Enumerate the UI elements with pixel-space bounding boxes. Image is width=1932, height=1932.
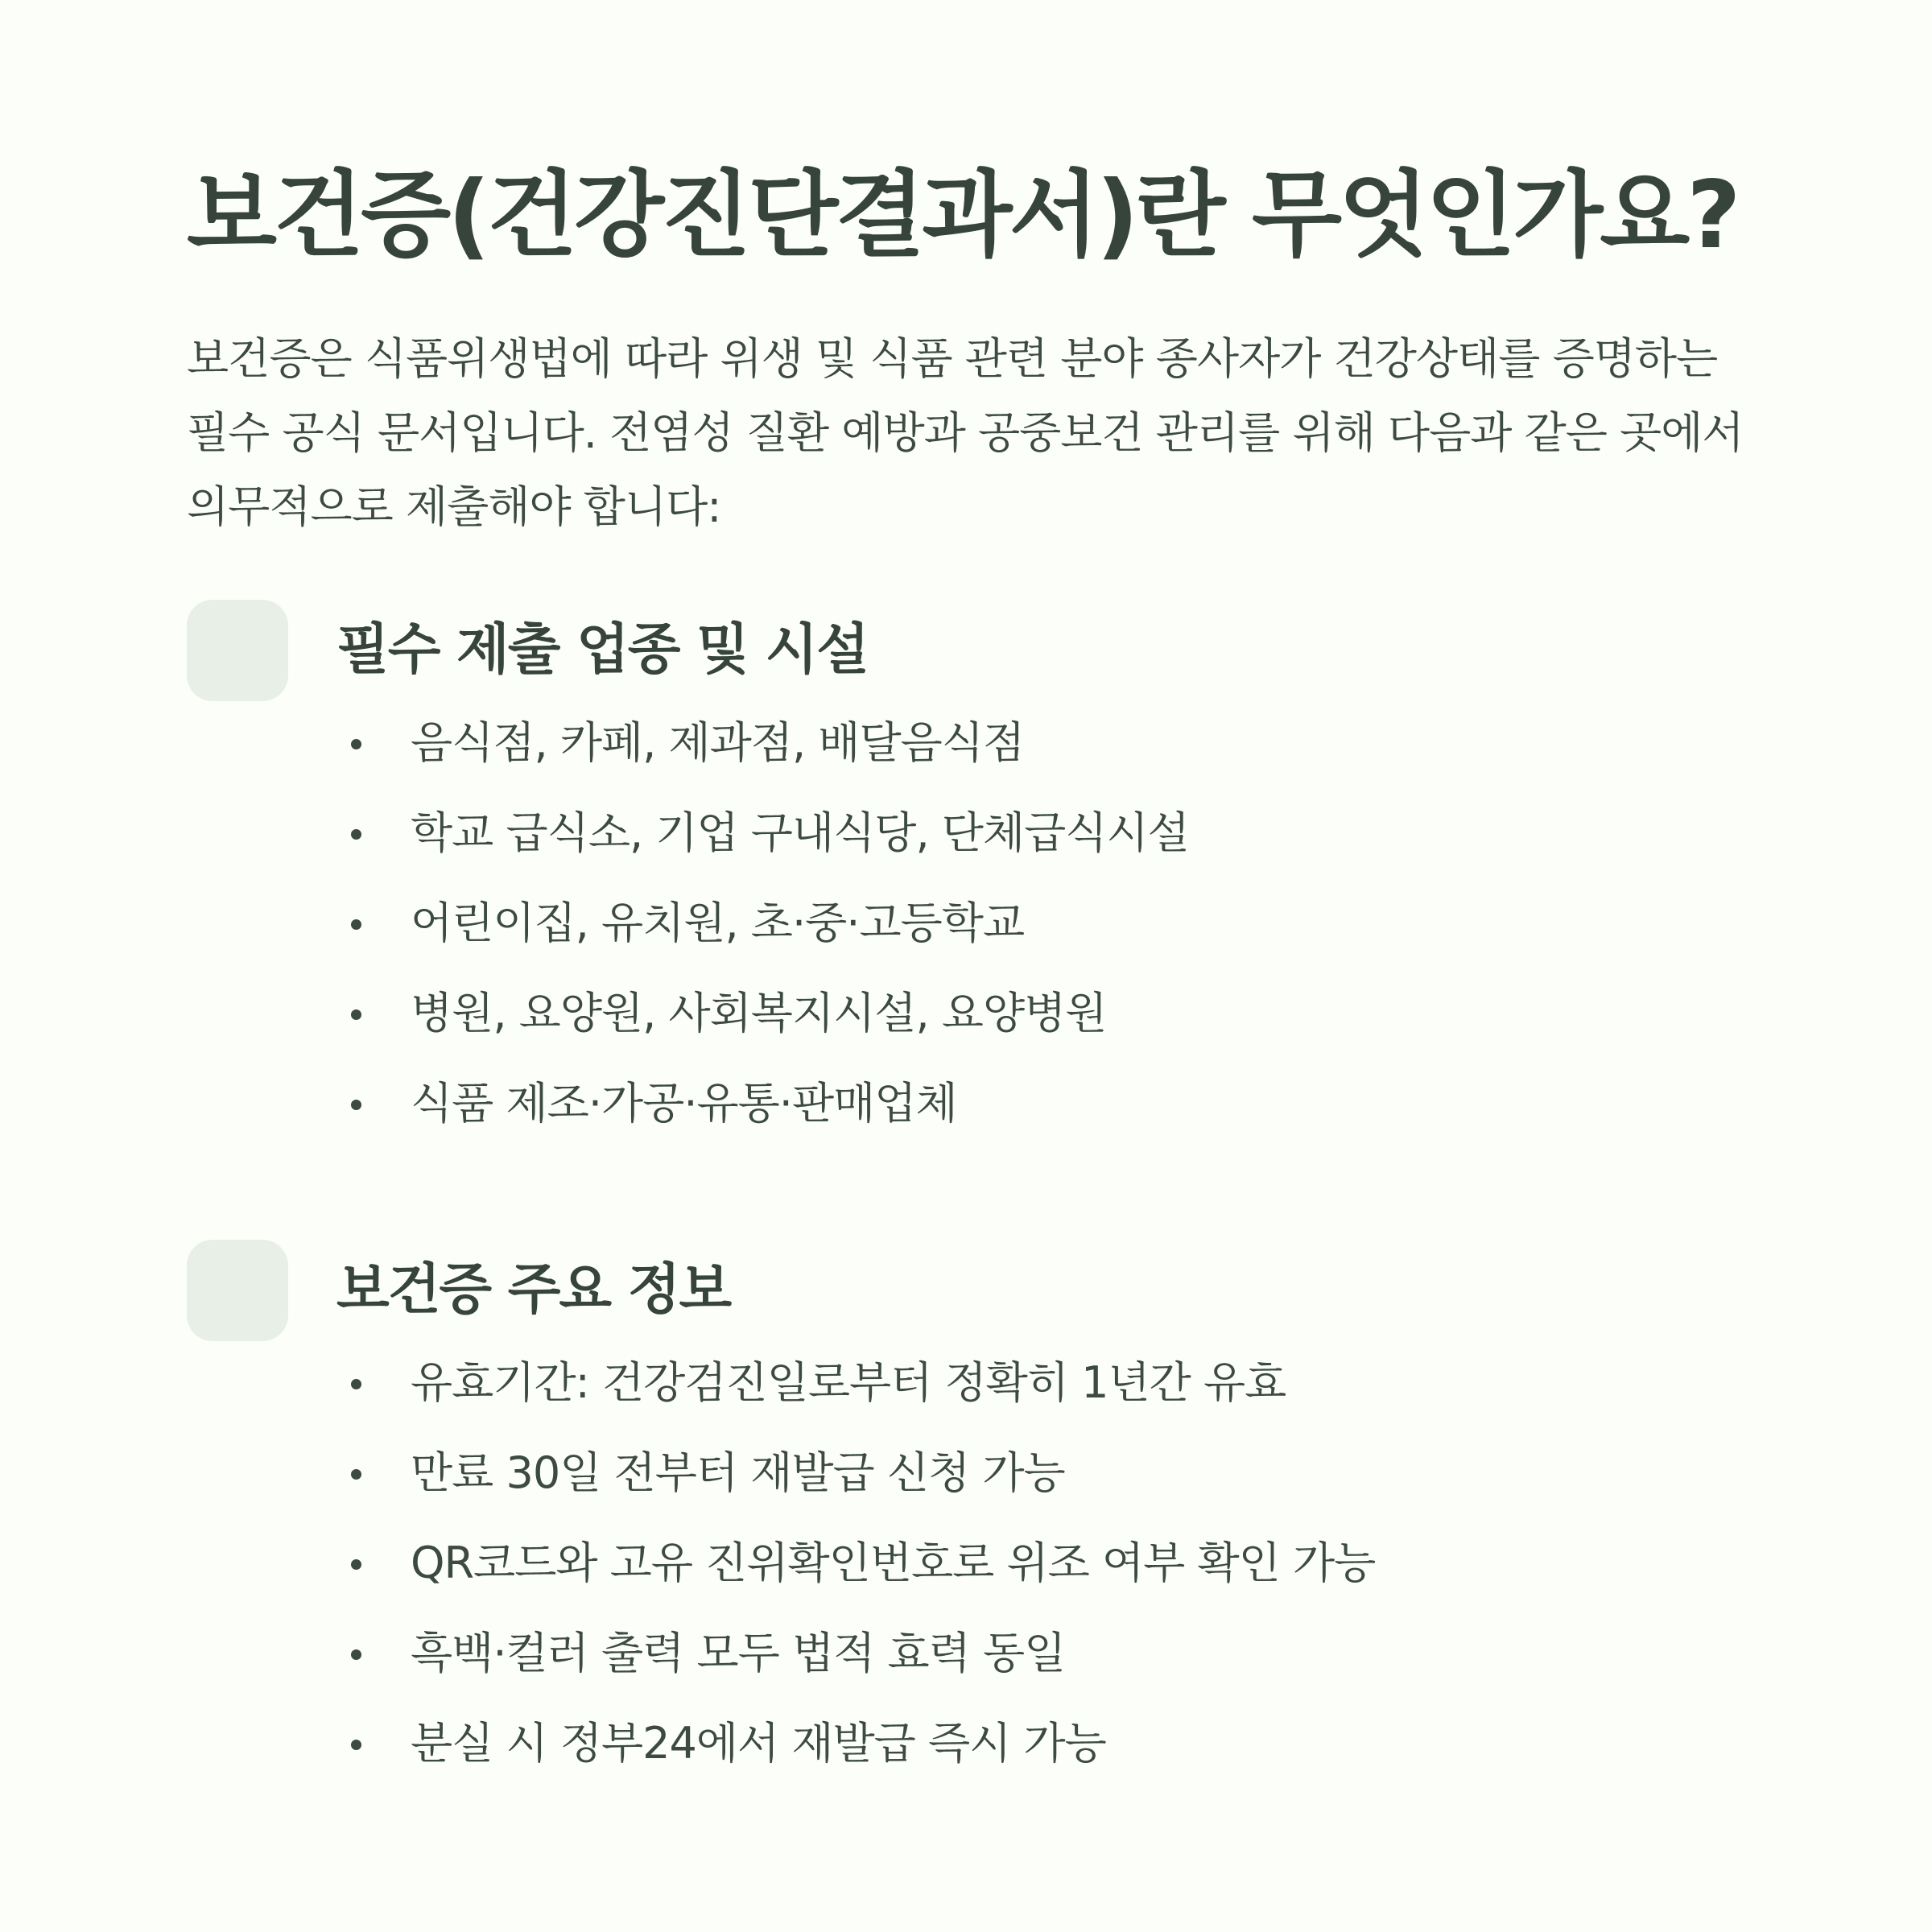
- bullet-icon: [351, 1469, 361, 1480]
- list-item: [336, 1351, 1375, 1441]
- bullet-icon: [351, 919, 361, 930]
- list-item-text: 유효기간: 건강검진일로부터 정확히 1년간 유효: [411, 1357, 1286, 1408]
- list-item-text: 병원, 요양원, 사회복지시설, 요양병원: [411, 988, 1107, 1038]
- list-item-text: 만료 30일 전부터 재발급 신청 가능: [411, 1447, 1065, 1498]
- page-title: 보건증(건강진단결과서)란 무엇인가요?: [187, 161, 1738, 270]
- list-item: [336, 891, 1189, 981]
- list-item-text: 분실 시 정부24에서 재발급 즉시 가능: [411, 1718, 1106, 1769]
- facility-list: [336, 711, 1189, 1162]
- info-list: [336, 1351, 1375, 1802]
- list-item-text: 학교 급식소, 기업 구내식당, 단체급식시설: [411, 807, 1189, 858]
- list-item-text: 흑백·컬러 출력 모두 법적 효력 동일: [411, 1628, 1066, 1678]
- list-item-text: 어린이집, 유치원, 초·중·고등학교: [411, 898, 1025, 948]
- list-item: [336, 1711, 1375, 1802]
- section-title: 필수 제출 업종 및 시설: [336, 618, 868, 682]
- section-icon-tile: [187, 1240, 288, 1341]
- page: [187, 0, 1771, 1932]
- list-item: [336, 1441, 1375, 1531]
- section-icon-tile: [187, 600, 288, 701]
- list-item: [336, 1531, 1375, 1621]
- bullet-icon: [351, 1649, 361, 1660]
- list-item-text: 식품 제조·가공·유통·판매업체: [411, 1078, 957, 1129]
- bullet-icon: [351, 1009, 361, 1020]
- bullet-icon: [351, 1379, 361, 1389]
- bullet-icon: [351, 1559, 361, 1570]
- bullet-icon: [351, 1100, 361, 1110]
- section-title: 보건증 주요 정보: [336, 1258, 731, 1322]
- list-item: [336, 1071, 1189, 1162]
- list-item: [336, 711, 1189, 801]
- list-item-text: QR코드와 고유 진위확인번호로 위조 여부 확인 가능: [411, 1538, 1376, 1588]
- list-item-text: 음식점, 카페, 제과점, 배달음식점: [411, 717, 1025, 768]
- bullet-icon: [351, 829, 361, 840]
- list-item: [336, 1621, 1375, 1711]
- list-item: [336, 981, 1189, 1071]
- bullet-icon: [351, 739, 361, 749]
- intro-paragraph: 보건증은 식품위생법에 따라 위생 및 식품 관련 분야 종사자가 건강상태를 증명하는 필수 공식 문서입니다. 전염성 질환 예방과 공중보건 관리를 위해 다음과 같은 곳에서 의무적으로 제출해야 합니다:: [187, 333, 1744, 532]
- bullet-icon: [351, 1740, 361, 1750]
- list-item: [336, 801, 1189, 891]
